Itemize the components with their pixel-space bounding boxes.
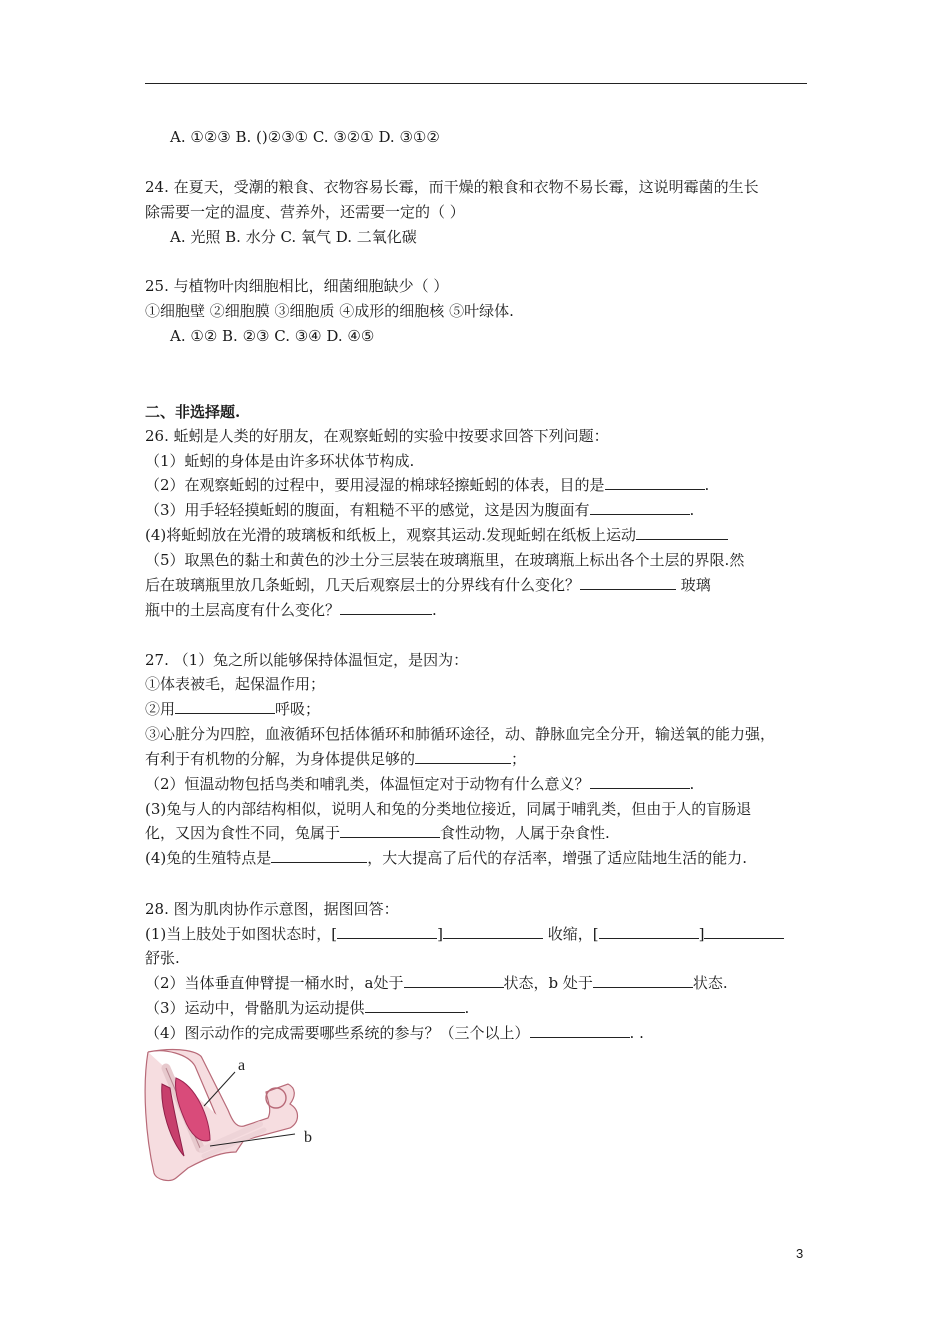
answer-blank[interactable] bbox=[593, 972, 693, 988]
q27-item1: ①体表被毛，起保温作用； bbox=[145, 675, 326, 693]
q26-part4: (4)将蚯蚓放在光滑的玻璃板和纸板上，观察其运动.发现蚯蚓在纸板上运动 bbox=[145, 524, 728, 546]
q28-part1: (1)当上肢处于如图状态时，[ ] 收缩，[ ] bbox=[145, 923, 784, 945]
answer-blank[interactable] bbox=[605, 474, 705, 490]
answer-blank[interactable] bbox=[340, 822, 440, 838]
answer-blank[interactable] bbox=[599, 923, 699, 939]
label-a: a bbox=[238, 1057, 246, 1074]
q26-part5-line2: 后在玻璃瓶里放几条蚯蚓，几天后观察层士的分界线有什么变化？ 玻璃 bbox=[145, 576, 711, 594]
answer-blank[interactable] bbox=[704, 923, 784, 939]
q27-part2: （2）恒温动物包括鸟类和哺乳类，体温恒定对于动物有什么意义？ . bbox=[145, 775, 695, 793]
q28-part2: （2）当体垂直伸臂提一桶水时，a处于 状态，b 处于 状态. bbox=[145, 974, 728, 992]
q24-question-line2: 除需要一定的温度、营养外，还需要一定的（ ） bbox=[145, 203, 465, 221]
q26-intro: 26. 蚯蚓是人类的好朋友，在观察蚯蚓的实验中按要求回答下列问题： bbox=[145, 427, 609, 445]
q28-intro: 28. 图为肌肉协作示意图，据图回答： bbox=[145, 900, 399, 918]
answer-blank[interactable] bbox=[530, 1022, 630, 1038]
q28-part4: （4）图示动作的完成需要哪些系统的参与？（三个以上） . . bbox=[145, 1024, 644, 1042]
q24-question-line1: 24. 在夏天，受潮的粮食、衣物容易长霉，而干燥的粮食和衣物不易长霉，这说明霉菌的生长 bbox=[145, 178, 759, 196]
q26-part5-line3: 瓶中的土层高度有什么变化？ . bbox=[145, 601, 437, 619]
answer-blank[interactable] bbox=[271, 847, 367, 863]
header-rule bbox=[145, 83, 807, 84]
q25-question: 25. 与植物叶肉细胞相比，细菌细胞缺少（ ） bbox=[145, 277, 449, 295]
label-b: b bbox=[304, 1129, 312, 1146]
page-number: 3 bbox=[796, 1246, 804, 1261]
q28-part1-line2: 舒张. bbox=[145, 949, 180, 967]
q26-part1: （1）蚯蚓的身体是由许多环状体节构成. bbox=[145, 452, 415, 470]
answer-blank[interactable] bbox=[415, 748, 511, 764]
muscle-coordination-figure bbox=[140, 1048, 330, 1186]
answer-blank[interactable] bbox=[636, 524, 728, 540]
answer-blank[interactable] bbox=[404, 972, 504, 988]
section-title: 二、非选择题. bbox=[145, 403, 241, 421]
answer-blank[interactable] bbox=[443, 923, 543, 939]
answer-blank[interactable] bbox=[175, 698, 275, 714]
q26-part2: （2）在观察蚯蚓的过程中，要用浸湿的棉球轻擦蚯蚓的体表，目的是 . bbox=[145, 476, 710, 494]
q27-item3-line1: ③心脏分为四腔，血液循环包括体循环和肺循环途径，动、静脉血完全分开，输送氧的能力强， bbox=[145, 725, 776, 743]
answer-blank[interactable] bbox=[590, 499, 690, 515]
q24-options: A. 光照 B. 水分 C. 氧气 D. 二氧化碳 bbox=[170, 228, 417, 246]
q27-part3-line2: 化，又因为食性不同，兔属于 食性动物，人属于杂食性. bbox=[145, 824, 610, 842]
answer-blank[interactable] bbox=[590, 773, 690, 789]
answer-blank[interactable] bbox=[580, 574, 676, 590]
q27-item3-line2: 有利于有机物的分解，为身体提供足够的 ； bbox=[145, 750, 527, 768]
q27-part3-line1: (3)兔与人的内部结构相似，说明人和兔的分类地位接近，同属于哺乳类，但由于人的盲肠退 bbox=[145, 800, 752, 818]
q23-options: A. ①②③ B. ()②③① C. ③②① D. ③①② bbox=[170, 128, 440, 146]
q27-part4: (4)兔的生殖特点是 ，大大提高了后代的存活率，增强了适应陆地生活的能力. bbox=[145, 849, 748, 867]
q25-items: ①细胞壁 ②细胞膜 ③细胞质 ④成形的细胞核 ⑤叶绿体. bbox=[145, 302, 514, 320]
q28-part3: （3）运动中，骨骼肌为运动提供 . bbox=[145, 999, 470, 1017]
q25-options: A. ①② B. ②③ C. ③④ D. ④⑤ bbox=[170, 327, 375, 345]
answer-blank[interactable] bbox=[337, 923, 437, 939]
q26-part3: （3）用手轻轻摸蚯蚓的腹面，有粗糙不平的感觉，这是因为腹面有 . bbox=[145, 501, 695, 519]
q26-part5-line1: （5）取黑色的黏土和黄色的沙土分三层装在玻璃瓶里，在玻璃瓶上标出各个土层的界限.然 bbox=[145, 551, 745, 569]
answer-blank[interactable] bbox=[340, 599, 432, 615]
q27-intro: 27. （1）兔之所以能够保持体温恒定，是因为： bbox=[145, 651, 469, 669]
answer-blank[interactable] bbox=[365, 997, 465, 1013]
q27-item2: ②用 呼吸； bbox=[145, 700, 321, 718]
